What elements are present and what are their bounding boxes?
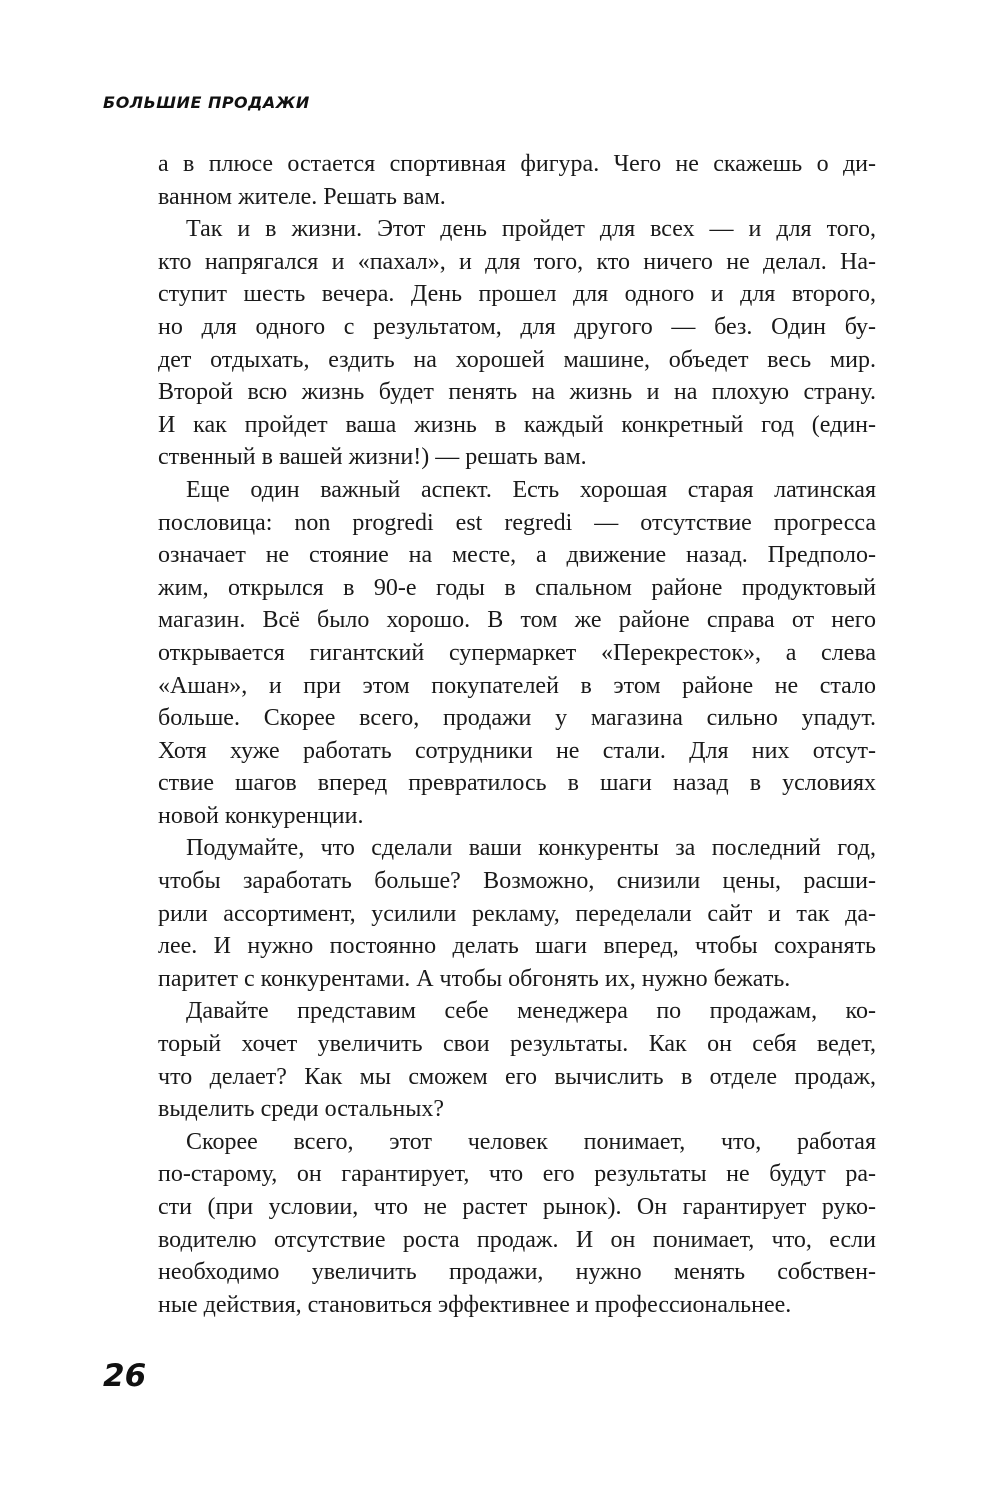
text-line: жим, открылся в 90-е годы в спальном районе продуктовый — [158, 574, 876, 601]
text-line: а в плюсе остается спортивная фигура. Чего не скажешь о ди- — [158, 151, 876, 177]
paragraph — [158, 1126, 876, 1322]
text-line: что делает? Как мы сможем его вычислить в отделе продаж, — [158, 1063, 876, 1090]
text-line: Подумайте, что сделали ваши конкуренты за последний год, — [186, 835, 876, 862]
text-line: кто напрягался и «пахал», и для того, кто ничего не делал. На- — [158, 248, 876, 275]
text-line: по-старому, он гарантирует, что его результаты не будут ра- — [158, 1161, 876, 1188]
paragraph — [158, 148, 876, 213]
text-line: ступит шесть вечера. День прошел для одного и для второго, — [158, 281, 876, 308]
text-line: лее. И нужно постоянно делать шаги вперед, чтобы сохранять — [158, 933, 876, 960]
text-line: новой конкуренции. — [158, 802, 364, 829]
text-line: торый хочет увеличить свои результаты. Как он себя ведет, — [158, 1031, 876, 1058]
text-line: «Ашан», и при этом покупателей в этом районе не стало — [158, 672, 876, 699]
paragraph — [158, 213, 876, 474]
text-line: Второй всю жизнь будет пенять на жизнь и на плохую страну. — [158, 379, 876, 406]
body-text — [158, 148, 876, 1321]
text-line: открывается гигантский супермаркет «Перекресток», а слева — [158, 639, 876, 666]
text-line: Скорее всего, этот человек понимает, что, работая — [186, 1128, 876, 1155]
paragraph — [158, 995, 876, 1125]
text-line: Так и в жизни. Этот день пройдет для всех — и для того, — [186, 216, 876, 243]
text-line: паритет с конкурентами. А чтобы обгонять их, нужно бежать. — [158, 965, 791, 992]
paragraph — [158, 832, 876, 995]
text-line: водителю отсутствие роста продаж. И он понимает, что, если — [158, 1226, 876, 1253]
text-line: но для одного с результатом, для другого — без. Один бу- — [158, 313, 876, 340]
running-header-title: БОЛЬШИЕ ПРОДАЖИ — [103, 93, 310, 112]
paragraph — [158, 474, 876, 833]
text-line: Давайте представим себе менеджера по продажам, ко- — [186, 998, 876, 1025]
text-line: ствие шагов вперед превратилось в шаги назад в условиях — [158, 770, 876, 797]
text-line: пословица: non progredi est regredi — отсутствие прогресса — [158, 509, 876, 536]
text-line: сти (при условии, что не растет рынок). Он гарантирует руко- — [158, 1194, 876, 1220]
text-line: дет отдыхать, ездить на хорошей машине, объедет весь мир. — [158, 346, 876, 373]
text-line: чтобы заработать больше? Возможно, снизили цены, расши- — [158, 868, 876, 895]
text-line: И как пройдет ваша жизнь в каждый конкретный год (един- — [158, 411, 876, 438]
text-line: больше. Скорее всего, продажи у магазина сильно упадут. — [158, 705, 876, 732]
text-line: магазин. Всё было хорошо. В том же районе справа от него — [158, 607, 876, 634]
text-line: ванном жителе. Решать вам. — [158, 183, 446, 210]
text-line: означает не стояние на месте, а движение назад. Предполо- — [158, 542, 876, 569]
text-line: ственный в вашей жизни!) — решать вам. — [158, 444, 587, 471]
text-line: Хотя хуже работать сотрудники не стали. Для них отсут- — [158, 737, 876, 764]
text-line: необходимо увеличить продажи, нужно менять собствен- — [158, 1259, 876, 1286]
text-line: ные действия, становиться эффективнее и профессиональнее. — [158, 1291, 792, 1318]
text-line: рили ассортимент, усилили рекламу, переделали сайт и так да- — [158, 900, 876, 927]
text-line: Еще один важный аспект. Есть хорошая старая латинская — [186, 476, 876, 503]
text-line: выделить среди остальных? — [158, 1096, 445, 1123]
page-number: 26 — [103, 1358, 147, 1394]
